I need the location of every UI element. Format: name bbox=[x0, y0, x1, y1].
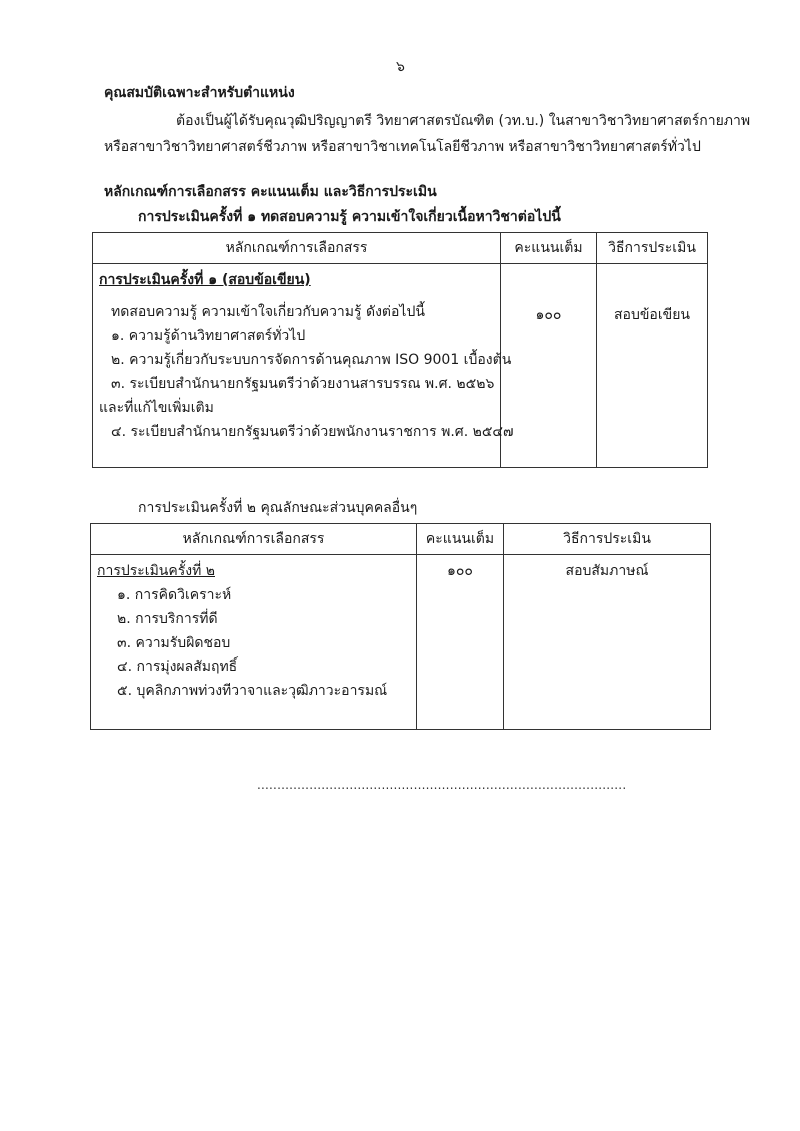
list-item: ๔. ระเบียบสำนักนายกรัฐมนตรีว่าด้วยพนักงานราชการ พ.ศ. ๒๕๔๗ bbox=[111, 424, 514, 440]
round1-heading: การประเมินครั้งที่ ๑ ทดสอบความรู้ ความเข้าใจเกี่ยวเนื้อหาวิชาต่อไปนี้ bbox=[138, 209, 561, 225]
round1-intro: ทดสอบความรู้ ความเข้าใจเกี่ยวกับความรู้ ดังต่อไปนี้ bbox=[111, 304, 425, 320]
table-row bbox=[93, 264, 708, 468]
column-header-method: วิธีการประเมิน bbox=[504, 524, 711, 555]
qualification-heading: คุณสมบัติเฉพาะสำหรับตำแหน่ง bbox=[104, 85, 295, 101]
list-item: ๒. การบริการที่ดี bbox=[117, 611, 218, 627]
list-item: ๕. บุคลิกภาพท่วงทีวาจาและวุฒิภาวะอารมณ์ bbox=[117, 683, 388, 699]
score-cell bbox=[417, 555, 504, 730]
round2-row-title: การประเมินครั้งที่ ๒ bbox=[97, 563, 215, 579]
list-item: ๔. การมุ่งผลสัมฤทธิ์ bbox=[117, 659, 238, 675]
page-number: ๖ bbox=[396, 59, 405, 75]
table-row bbox=[91, 555, 711, 730]
list-item: และที่แก้ไขเพิ่มเติม bbox=[99, 400, 214, 416]
criteria-heading: หลักเกณฑ์การเลือกสรร คะแนนเต็ม และวิธีการประเมิน bbox=[104, 184, 437, 200]
column-header-score: คะแนนเต็ม bbox=[501, 233, 597, 264]
round2-score: ๑๐๐ bbox=[447, 563, 473, 579]
criteria-cell bbox=[93, 264, 514, 468]
qualification-line-1: ต้องเป็นผู้ได้รับคุณวุฒิปริญญาตรี วิทยาศาสตรบัณฑิต (วท.บ.) ในสาขาวิชาวิทยาศาสตร์กายภาพ bbox=[176, 113, 751, 129]
round1-row-title: การประเมินครั้งที่ ๑ (สอบข้อเขียน) bbox=[99, 272, 311, 288]
round1-method: สอบข้อเขียน bbox=[614, 307, 690, 323]
round2-table bbox=[90, 523, 711, 730]
round2-heading: การประเมินครั้งที่ ๒ คุณลักษณะส่วนบุคคลอื่นๆ bbox=[138, 500, 418, 516]
table-header-row bbox=[93, 233, 708, 264]
method-cell bbox=[504, 555, 711, 730]
list-item: ๓. ความรับผิดชอบ bbox=[117, 635, 231, 651]
round1-table bbox=[92, 232, 708, 468]
column-header-score: คะแนนเต็ม bbox=[417, 524, 504, 555]
list-item: ๑. การคิดวิเคราะห์ bbox=[117, 587, 232, 603]
column-header-criteria: หลักเกณฑ์การเลือกสรร bbox=[93, 233, 501, 264]
footer-dotted-line: ............................................................................................ bbox=[257, 778, 627, 792]
list-item: ๑. ความรู้ด้านวิทยาศาสตร์ทั่วไป bbox=[111, 328, 306, 344]
qualification-line-2: หรือสาขาวิชาวิทยาศาสตร์ชีวภาพ หรือสาขาวิชาเทคโนโลยีชีวภาพ หรือสาขาวิชาวิทยาศาสตร์ทั่วไป bbox=[104, 139, 701, 155]
round2-method: สอบสัมภาษณ์ bbox=[565, 563, 649, 579]
round1-score: ๑๐๐ bbox=[535, 307, 562, 323]
method-cell bbox=[597, 264, 708, 468]
list-item: ๒. ความรู้เกี่ยวกับระบบการจัดการด้านคุณภาพ ISO 9001 เบื้องต้น bbox=[111, 352, 512, 368]
column-header-criteria: หลักเกณฑ์การเลือกสรร bbox=[91, 524, 417, 555]
criteria-cell bbox=[91, 555, 417, 730]
column-header-method: วิธีการประเมิน bbox=[597, 233, 708, 264]
score-cell bbox=[501, 264, 597, 468]
table-header-row bbox=[91, 524, 711, 555]
list-item: ๓. ระเบียบสำนักนายกรัฐมนตรีว่าด้วยงานสารบรรณ พ.ศ. ๒๕๒๖ bbox=[111, 376, 495, 392]
